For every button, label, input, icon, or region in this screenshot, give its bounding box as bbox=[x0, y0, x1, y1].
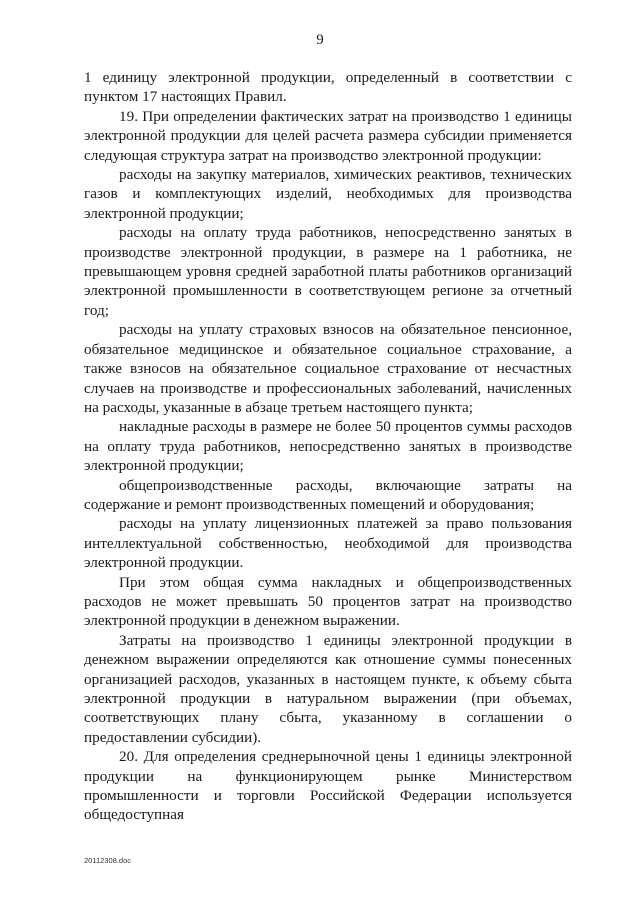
paragraph-labor-costs: расходы на оплату труда работников, непосредственно занятых в производстве электронной продукции, в размере на 1 работника, не превышающем уровня средней заработной платы работников организаций электронной промышленности в соответствующем регионе за отчетный год; bbox=[84, 224, 572, 319]
page-number: 9 bbox=[316, 32, 324, 48]
document-body bbox=[84, 68, 572, 825]
paragraph-item-19: 19. При определении фактических затрат на производство 1 единицы электронной продукции для целей расчета размера субсидии применяется следующая структура затрат на производство электронной продукции: bbox=[84, 107, 572, 164]
paragraph-item-20: 20. Для определения среднерыночной цены 1 единицы электронной продукции на функционирующем рынке Министерством промышленности и торговли Российской Федерации используется общедоступная bbox=[84, 748, 572, 824]
paragraph-insurance-costs: расходы на уплату страховых взносов на обязательное пенсионное, обязательное медицинское и обязательное социальное страхование, а также взносов на обязательное социальное страхование от несчастных случаев на производстве и профессиональных заболеваний, начисленных на расходы, указанные в абзаце третьем настоящего пункта; bbox=[84, 321, 572, 416]
paragraph-overhead-costs: накладные расходы в размере не более 50 процентов суммы расходов на оплату труда работников, непосредственно занятых в производстве электронной продукции; bbox=[84, 418, 572, 475]
paragraph-continuation: 1 единицу электронной продукции, определенный в соответствии с пунктом 17 настоящих Правил. bbox=[84, 69, 572, 106]
paragraph-unit-cost-definition: Затраты на производство 1 единицы электронной продукции в денежном выражении определяются как отношение суммы понесенных организацией расходов, указанных в настоящем пункте, к объему сбыта электронной продукции в натуральном выражении (при объемах, соответствующих плану сбыта, указанному в соглашении о предоставлении субсидии). bbox=[84, 631, 572, 746]
paragraph-overhead-limit: При этом общая сумма накладных и общепроизводственных расходов не может превышать 50 процентов затрат на производство электронной продукции в денежном выражении. bbox=[84, 573, 572, 630]
paragraph-general-production-costs: общепроизводственные расходы, включающие затраты на содержание и ремонт производственных помещений и оборудования; bbox=[84, 476, 572, 513]
paragraph-license-costs: расходы на уплату лицензионных платежей за право пользования интеллектуальной собственностью, необходимой для производства электронной продукции. bbox=[84, 515, 572, 572]
file-name-footer: 20112308.doc bbox=[84, 856, 131, 865]
paragraph-materials-costs: расходы на закупку материалов, химических реактивов, технических газов и комплектующих изделий, необходимых для производства электронной продукции; bbox=[84, 166, 572, 222]
